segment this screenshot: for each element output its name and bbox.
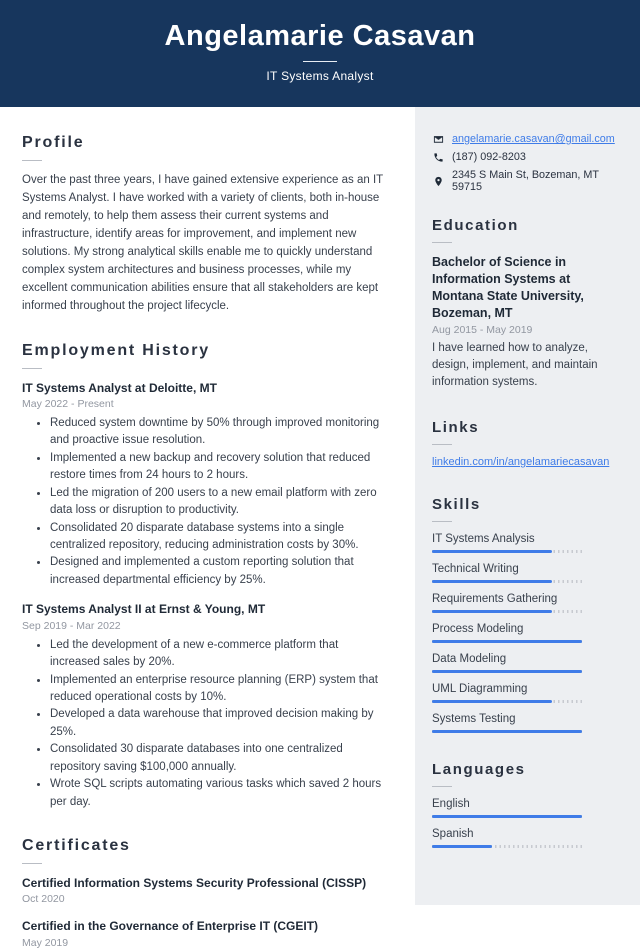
job-bullet: • Wrote SQL scripts automating various tasks which saved 2 hours per day. xyxy=(49,776,389,811)
contact-email-row xyxy=(432,133,620,145)
header-divider xyxy=(303,61,337,62)
skill-bar-track xyxy=(432,700,582,703)
contact-address-row xyxy=(432,169,620,193)
address-text: 2345 S Main St, Bozeman, MT 59715 xyxy=(452,169,599,193)
education-description: I have learned how to analyze, design, implement, and maintain information systems. xyxy=(432,341,598,388)
link-entry xyxy=(432,456,620,468)
job-bullet: • Designed and implemented a custom reporting solution that increased departmental efficiency by 25%. xyxy=(49,554,389,589)
skill-bar-track xyxy=(432,610,582,613)
skill-name: Process Modeling xyxy=(432,623,524,636)
resume-body xyxy=(0,107,640,949)
language-bar-track xyxy=(432,845,582,848)
section-rule xyxy=(432,444,452,445)
language-entry xyxy=(432,828,620,848)
job-entry xyxy=(22,601,389,811)
profile-section xyxy=(22,134,389,316)
language-bar-track xyxy=(432,815,582,818)
skill-bar-track xyxy=(432,670,582,673)
certificate-title: Certified in the Governance of Enterprise IT (CGEIT) xyxy=(22,919,319,934)
links-section xyxy=(432,419,620,468)
contact-phone-row xyxy=(432,151,620,163)
skill-entry xyxy=(432,623,620,643)
job-bullet: • Reduced system downtime by 50% through improved monitoring and proactive issue resolution. xyxy=(49,415,389,450)
location-pin-icon xyxy=(432,175,444,187)
profile-heading: Profile xyxy=(22,134,85,151)
certificates-section xyxy=(22,837,389,948)
certificate-entry xyxy=(22,918,389,948)
skill-name: Data Modeling xyxy=(432,653,507,666)
job-bullet: • Implemented a new backup and recovery solution that reduced restore times from 24 hours to 2 hours. xyxy=(49,450,389,485)
contact-section xyxy=(432,133,620,193)
job-bullet: • Consolidated 30 disparate databases into one centralized repository saving $100,000 annually. xyxy=(49,741,389,776)
skill-bar-fill xyxy=(432,580,552,583)
degree-title: Bachelor of Science in Information Systems at Montana State University, Bozeman, MT xyxy=(432,255,584,320)
job-title: IT Systems Analyst II at Ernst & Young, MT xyxy=(22,602,266,617)
section-rule xyxy=(22,863,42,864)
skill-name: IT Systems Analysis xyxy=(432,533,535,546)
job-bullet: • Consolidated 20 disparate database systems into a single centralized repository, reducing administration costs by 30%. xyxy=(49,520,389,555)
main-column xyxy=(0,107,415,949)
section-rule xyxy=(22,160,42,161)
job-bullet: • Developed a data warehouse that improved decision making by 25%. xyxy=(49,706,389,741)
skill-bar-fill xyxy=(432,550,552,553)
language-bar-fill xyxy=(432,815,582,818)
section-rule xyxy=(432,242,452,243)
skill-entry xyxy=(432,653,620,673)
languages-section xyxy=(432,761,620,848)
section-rule xyxy=(432,786,452,787)
section-rule xyxy=(432,521,452,522)
skill-entry xyxy=(432,593,620,613)
skill-bar-fill xyxy=(432,640,582,643)
skill-bar-track xyxy=(432,640,582,643)
employment-heading: Employment History xyxy=(22,341,210,359)
job-bullet: • Led the migration of 200 users to a new email platform with zero data loss or disruption to productivity. xyxy=(49,485,389,520)
certificate-date: May 2019 xyxy=(22,936,69,949)
skills-heading: Skills xyxy=(432,496,481,514)
resume-header xyxy=(0,0,640,107)
candidate-job-title: IT Systems Analyst xyxy=(266,68,374,83)
job-bullets xyxy=(22,415,389,590)
language-bar-fill xyxy=(432,845,492,848)
email-link[interactable]: angelamarie.casavan@gmail.com xyxy=(452,133,615,145)
education-section xyxy=(432,217,620,391)
linkedin-link[interactable]: linkedin.com/in/angelamariecasavan xyxy=(432,456,610,469)
email-icon xyxy=(432,133,444,145)
skill-entry xyxy=(432,683,620,703)
education-dates: Aug 2015 - May 2019 xyxy=(432,323,533,336)
skill-bar-track xyxy=(432,550,582,553)
language-entry xyxy=(432,798,620,818)
job-dates: May 2022 - Present xyxy=(22,397,114,410)
skill-name: Requirements Gathering xyxy=(432,593,558,606)
candidate-name: Angelamarie Casavan xyxy=(164,20,476,52)
certificates-heading: Certificates xyxy=(22,837,131,855)
job-title: IT Systems Analyst at Deloitte, MT xyxy=(22,380,217,395)
languages-heading: Languages xyxy=(432,761,526,779)
skill-name: Technical Writing xyxy=(432,563,519,576)
skill-bar-fill xyxy=(432,700,552,703)
language-name: English xyxy=(432,798,470,811)
employment-section xyxy=(22,342,389,812)
section-rule xyxy=(22,368,42,369)
skill-entry xyxy=(432,563,620,583)
skill-bar-fill xyxy=(432,730,582,733)
education-heading: Education xyxy=(432,217,519,234)
skill-bar-fill xyxy=(432,610,552,613)
language-name: Spanish xyxy=(432,828,474,841)
skill-bar-track xyxy=(432,580,582,583)
job-bullet: • Led the development of a new e-commerce platform that increased sales by 20%. xyxy=(49,637,389,672)
certificate-title: Certified Information Systems Security Professional (CISSP) xyxy=(22,876,367,891)
phone-icon xyxy=(432,151,444,163)
phone-number: (187) 092-8203 xyxy=(452,151,526,163)
certificate-date: Oct 2020 xyxy=(22,893,65,906)
skill-entry xyxy=(432,533,620,553)
job-entry xyxy=(22,380,389,590)
links-heading: Links xyxy=(432,419,480,437)
job-bullets xyxy=(22,637,389,812)
skill-entry xyxy=(432,713,620,733)
skills-section xyxy=(432,496,620,733)
certificate-entry xyxy=(22,875,389,905)
profile-text: Over the past three years, I have gained extensive experience as an IT Systems Analyst. I have worked with a variety of clients, both in-house and remotely, to help them assess their current systems and infrastructure, identify areas for improvement, and implement new solutions. My strong analytical skills enable me to quickly understand complex system architectures and business processes, while my excellent communication abilities ensure that all stakeholders are kept informed throughout the project lifecycle. xyxy=(22,174,383,312)
skill-name: Systems Testing xyxy=(432,713,516,726)
skill-bar-track xyxy=(432,730,582,733)
job-dates: Sep 2019 - Mar 2022 xyxy=(22,619,121,632)
job-bullet: • Implemented an enterprise resource planning (ERP) system that reduced operational costs by 10%. xyxy=(49,672,389,707)
skill-name: UML Diagramming xyxy=(432,683,528,696)
sidebar xyxy=(415,107,640,905)
skill-bar-fill xyxy=(432,670,582,673)
